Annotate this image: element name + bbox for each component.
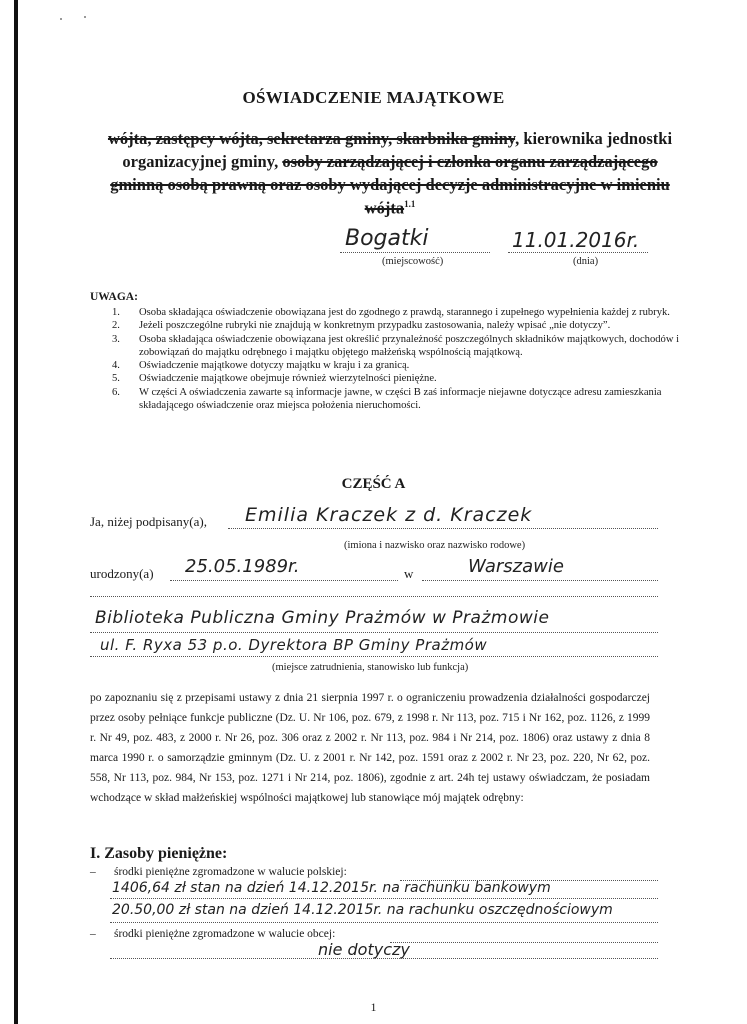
place-caption: (miejscowość): [382, 256, 444, 267]
uwaga-item: 2. Jeżeli poszczególne rubryki nie znajdują w konkretnym przypadku zastosowania, należy wpisać „nie dotyczy”.: [112, 320, 611, 332]
employment-handwritten-2: ul. F. Ryxa 53 p.o. Dyrektora BP Gminy Prażmów: [100, 636, 488, 654]
declaration-paragraph: po zapoznaniu się z przepisami ustawy z dnia 21 sierpnia 1997 r. o ograniczeniu prowadzenia działalności gospodarczej przez osoby pełniące funkcje publiczne (Dz. U. Nr 106, poz. 679, z 1998 r. Nr 113, poz. 715 i Nr 162, poz. 1126, z 1999 r. Nr 49, poz. 483, z 2000 r. Nr 26, poz. 306 oraz z 2002 r. Nr 113, poz. 984 i Nr 214, poz. 1806) oraz ustawy z dnia 8 marca 1990 r. o samorządzie gminnym (Dz. U. z 2001 r. Nr 142, poz. 1591 oraz z 2002 r. Nr 23, poz. 220, Nr 62, poz. 558, Nr 113, poz. 984, Nr 153, poz. 1271 i Nr 214, poz. 1806), zgodnie z art. 24h tej ustawy oświadczam, że posiadam wchodzące w skład małżeńskiej wspólności majątkowej lub stanowiące mój majątek odrębny:: [90, 692, 650, 804]
uwaga-heading: UWAGA:: [90, 291, 138, 303]
funds-handwritten-1: 1406,64 zł stan na dzień 14.12.2015r. na rachunku bankowym: [112, 880, 551, 896]
born-label: urodzony(a): [90, 566, 154, 581]
part-a-heading: CZĘŚĆ A: [341, 476, 406, 492]
struck-text: osoby zarządzającej i członka organu zarządzającego: [282, 152, 658, 171]
born-place-handwritten: Warszawie: [468, 556, 564, 577]
dotted-line: [110, 958, 658, 959]
dash: –: [90, 866, 96, 878]
scan-speck: [84, 16, 86, 18]
name-caption: (imiona i nazwisko oraz nazwisko rodowe): [344, 540, 526, 551]
uwaga-item: 3. Osoba składająca oświadczenie obowiązana jest określić przynależność poszczególnych składników majątkowych, dochodów i zobowiązań do majątku odrębnego i majątku objętego małżeńską wspólnością majątkową.: [112, 333, 680, 358]
uwaga-item: 6. W części A oświadczenia zawarte są informacje jawne, w części B zaś informacje niejawne dotyczące adresu zamieszkania składającego oświadczenie oraz miejsca położenia nieruchomości.: [112, 386, 662, 412]
document-title: OŚWIADCZENIE MAJĄTKOWE: [242, 88, 505, 107]
born-place-dotted-line: [422, 580, 658, 581]
place-dotted-line: [340, 252, 490, 253]
subtitle-text: , kierownika jednostki: [515, 129, 673, 148]
footnote-mark: 1.1: [404, 199, 416, 209]
struck-text: wójta: [364, 198, 405, 218]
uwaga-list: [106, 306, 686, 412]
funds-handwritten-2: 20.50,00 zł stan na dzień 14.12.2015r. na rachunku oszczędnościowym: [112, 902, 613, 918]
employment-dotted-line: [90, 656, 658, 657]
subtitle-line-1: [70, 127, 710, 150]
page-number: 1: [370, 1000, 377, 1014]
subtitle-line-4: [70, 193, 710, 220]
date-handwritten: 11.01.2016r.: [512, 228, 640, 252]
dotted-line: [110, 922, 658, 923]
born-date-dotted-line: [170, 580, 398, 581]
foreign-funds-handwritten: nie dotyczy: [318, 940, 410, 959]
scan-left-edge: [14, 0, 18, 1024]
uwaga-item: 4. Oświadczenie majątkowe dotyczy majątku w kraju i za granicą.: [112, 360, 410, 372]
bullet-pln: środki pieniężne zgromadzone w walucie polskiej:: [114, 866, 347, 878]
section-1-heading: I. Zasoby pieniężne:: [90, 845, 228, 862]
struck-text: gminną osobą prawną oraz osoby wydającej decyzje administracyjne w imieniu: [110, 175, 670, 194]
employment-dotted-line: [90, 596, 658, 597]
employment-handwritten-1: Biblioteka Publiczna Gminy Prażmów w Prażmowie: [95, 608, 550, 628]
employment-dotted-line: [90, 632, 658, 633]
subtitle-line-2: [70, 150, 710, 173]
uwaga-item: 5. Oświadczenie majątkowe obejmuje również wierzytelności pieniężne.: [112, 373, 437, 385]
struck-text: wójta, zastępcy wójta, sekretarza gminy, skarbnika gminy: [107, 129, 516, 148]
employment-caption: (miejsce zatrudnienia, stanowisko lub funkcja): [272, 662, 469, 673]
name-dotted-line: [228, 528, 658, 529]
name-label: Ja, niżej podpisany(a),: [90, 514, 207, 529]
scan-speck: [60, 18, 62, 20]
dotted-line: [390, 942, 658, 943]
place-handwritten: Bogatki: [345, 226, 429, 251]
uwaga-item: 1. Osoba składająca oświadczenie obowiązana jest do zgodnego z prawdą, starannego i zupełnego wypełnienia każdej z rubryk.: [112, 307, 670, 318]
dash: –: [90, 928, 96, 940]
dotted-line: [110, 898, 658, 899]
subtitle-text: organizacyjnej gminy,: [122, 152, 283, 171]
date-dotted-line: [508, 252, 648, 253]
born-in-label: w: [404, 566, 414, 581]
date-caption: (dnia): [573, 256, 599, 267]
bullet-foreign: środki pieniężne zgromadzone w walucie obcej:: [114, 928, 336, 940]
name-handwritten: Emilia Kraczek z d. Kraczek: [245, 504, 533, 526]
born-date-handwritten: 25.05.1989r.: [185, 556, 300, 577]
